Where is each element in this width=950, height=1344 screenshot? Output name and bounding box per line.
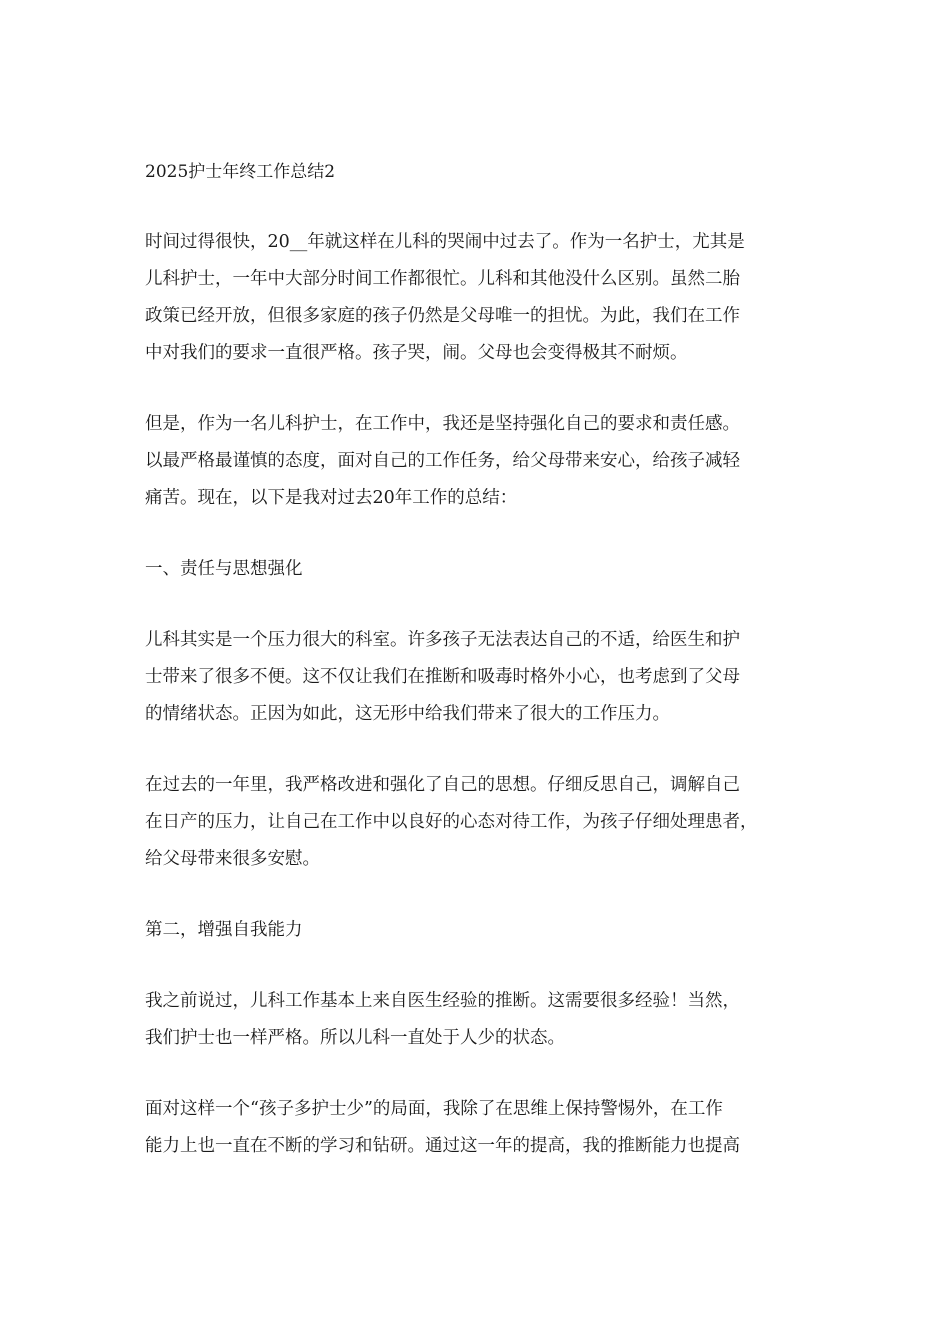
document-body <box>145 154 810 1199</box>
text-line: 我们护士也一样严格。所以儿科一直处于人少的状态。 <box>145 1028 565 1048</box>
text-line: 给父母带来很多安慰。 <box>145 849 320 869</box>
text-line: 的情绪状态。正因为如此，这无形中给我们带来了很大的工作压力。 <box>145 704 670 724</box>
text-line: 我之前说过，儿科工作基本上来自医生经验的推断。这需要很多经验！当然， <box>145 991 740 1011</box>
text-line: 在过去的一年里，我严格改进和强化了自己的思想。仔细反思自己，调解自己 <box>145 775 740 795</box>
document-title: 2025护士年终工作总结2 <box>145 162 336 182</box>
paragraph-section2-2 <box>145 1091 810 1165</box>
paragraph-section1-1 <box>145 622 810 733</box>
text-line: 但是，作为一名儿科护士，在工作中，我还是坚持强化自己的要求和责任感。 <box>145 414 740 434</box>
text-line: 能力上也一直在不断的学习和钻研。通过这一年的提高，我的推断能力也提高 <box>145 1136 740 1156</box>
section-heading-2: 第二，增强自我能力 <box>145 920 303 940</box>
paragraph-section1-2 <box>145 767 810 878</box>
paragraph-section2-1 <box>145 983 810 1057</box>
text-line: 以最严格最谨慎的态度，面对自己的工作任务，给父母带来安心，给孩子减轻 <box>145 451 740 471</box>
text-line: 在日产的压力，让自己在工作中以良好的心态对待工作，为孩子仔细处理患者， <box>145 812 758 832</box>
text-line: 政策已经开放，但很多家庭的孩子仍然是父母唯一的担忧。为此，我们在工作 <box>145 306 740 326</box>
text-line: 士带来了很多不便。这不仅让我们在推断和吸毒时格外小心，也考虑到了父母 <box>145 667 740 687</box>
paragraph-intro-1 <box>145 224 810 372</box>
text-line: 时间过得很快，20__年就这样在儿科的哭闹中过去了。作为一名护士，尤其是 <box>145 232 745 252</box>
text-line: 面对这样一个“孩子多护士少”的局面，我除了在思维上保持警惕外，在工作 <box>145 1099 723 1119</box>
text-line: 儿科护士，一年中大部分时间工作都很忙。儿科和其他没什么区别。虽然二胎 <box>145 269 740 289</box>
text-line: 痛苦。现在，以下是我对过去20年工作的总结： <box>145 488 518 508</box>
text-line: 儿科其实是一个压力很大的科室。许多孩子无法表达自己的不适，给医生和护 <box>145 630 740 650</box>
text-line: 中对我们的要求一直很严格。孩子哭，闹。父母也会变得极其不耐烦。 <box>145 343 688 363</box>
section-heading-1: 一、责任与思想强化 <box>145 559 303 579</box>
paragraph-intro-2 <box>145 406 810 517</box>
